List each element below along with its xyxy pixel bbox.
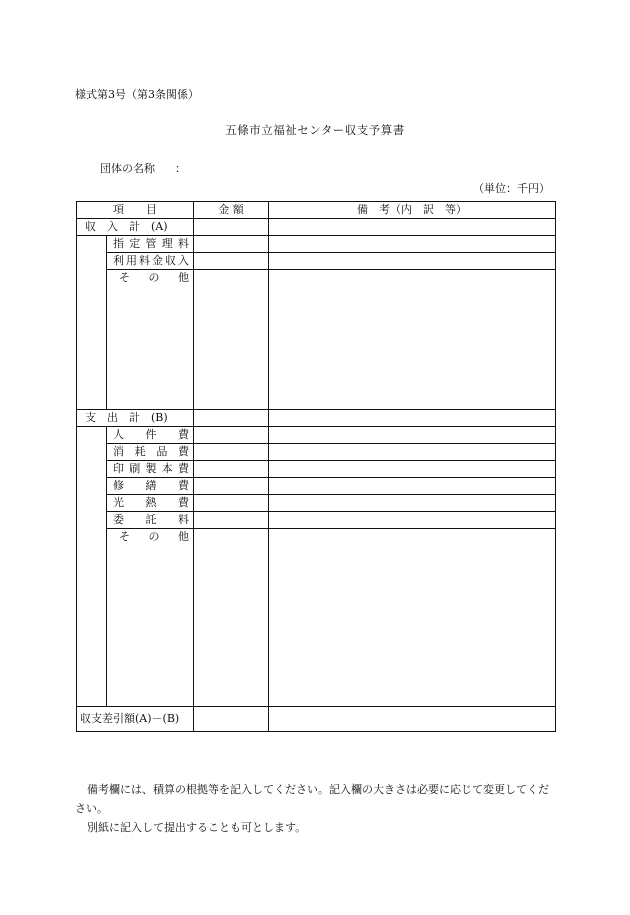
- expense-item-row: [77, 461, 556, 478]
- expense-item-remarks-cell[interactable]: [269, 495, 556, 512]
- note-line-2: 別紙に記入して提出することも可とします。: [87, 821, 307, 834]
- expense-item-amount-cell[interactable]: [194, 461, 269, 478]
- expense-item-remarks-cell[interactable]: [269, 512, 556, 529]
- income-item-label: 利用料金収入: [107, 253, 194, 270]
- income-item-remarks-cell[interactable]: [269, 270, 556, 410]
- column-header-item: 項 目: [77, 202, 194, 219]
- expense-total-row: [77, 410, 556, 427]
- column-header-remarks: 備 考（内 訳 等）: [269, 202, 556, 219]
- expense-item-row: [77, 512, 556, 529]
- expense-item-remarks-cell[interactable]: [269, 444, 556, 461]
- income-item-row: [77, 270, 556, 410]
- unit-note: （単位：千円）: [473, 182, 550, 195]
- form-number: 様式第3号（第3条関係）: [75, 88, 199, 101]
- document-title: 五條市立福祉センター収支予算書: [225, 123, 405, 137]
- expense-item-amount-cell[interactable]: [194, 495, 269, 512]
- expense-item-row: [77, 444, 556, 461]
- expense-total-amount-cell[interactable]: [194, 410, 269, 427]
- expense-item-remarks-cell[interactable]: [269, 478, 556, 495]
- expense-item-label: 委 託 料: [107, 512, 194, 529]
- income-item-row: [77, 236, 556, 253]
- expense-item-label: 光 熱 費: [107, 495, 194, 512]
- expense-item-label: 人 件 費: [107, 427, 194, 444]
- balance-remarks-cell[interactable]: [269, 707, 556, 732]
- income-total-amount-cell[interactable]: [194, 219, 269, 236]
- income-total-label: 収 入 計 (A): [77, 219, 194, 236]
- income-item-remarks-cell[interactable]: [269, 236, 556, 253]
- income-item-amount-cell[interactable]: [194, 270, 269, 410]
- income-item-label: そ の 他: [107, 270, 194, 410]
- expense-total-remarks-cell[interactable]: [269, 410, 556, 427]
- expense-item-row: [77, 478, 556, 495]
- expense-item-amount-cell[interactable]: [194, 478, 269, 495]
- income-item-amount-cell[interactable]: [194, 236, 269, 253]
- expense-item-remarks-cell[interactable]: [269, 529, 556, 707]
- income-total-remarks-cell[interactable]: [269, 219, 556, 236]
- income-item-amount-cell[interactable]: [194, 253, 269, 270]
- income-indent-cell: [77, 236, 107, 410]
- income-item-remarks-cell[interactable]: [269, 253, 556, 270]
- income-item-label: 指定管理料: [107, 236, 194, 253]
- expense-total-label: 支 出 計 (B): [77, 410, 194, 427]
- notes: [75, 780, 555, 837]
- income-total-row: [77, 219, 556, 236]
- organization-name-colon: ：: [175, 162, 186, 175]
- table-header-row: [77, 202, 556, 219]
- expense-item-row: [77, 427, 556, 444]
- balance-label: 収支差引額(A)－(B): [77, 707, 194, 732]
- expense-item-label: そ の 他: [107, 529, 194, 707]
- income-item-row: [77, 253, 556, 270]
- expense-item-amount-cell[interactable]: [194, 444, 269, 461]
- expense-item-remarks-cell[interactable]: [269, 461, 556, 478]
- expense-indent-cell: [77, 427, 107, 707]
- expense-item-amount-cell[interactable]: [194, 427, 269, 444]
- expense-item-row: [77, 495, 556, 512]
- expense-item-row: [77, 529, 556, 707]
- balance-row: [77, 707, 556, 732]
- expense-item-label: 消耗品費: [107, 444, 194, 461]
- expense-item-remarks-cell[interactable]: [269, 427, 556, 444]
- column-header-amount: 金 額: [194, 202, 269, 219]
- note-line-1: 備考欄には、積算の根拠等を記入してください。記入欄の大きさは必要に応じて変更してください。: [75, 783, 549, 815]
- expense-item-label: 印刷製本費: [107, 461, 194, 478]
- expense-item-amount-cell[interactable]: [194, 512, 269, 529]
- organization-name-label: 団体の名称: [100, 162, 155, 175]
- expense-item-label: 修 繕 費: [107, 478, 194, 495]
- budget-table: [76, 201, 556, 732]
- expense-item-amount-cell[interactable]: [194, 529, 269, 707]
- balance-amount-cell[interactable]: [194, 707, 269, 732]
